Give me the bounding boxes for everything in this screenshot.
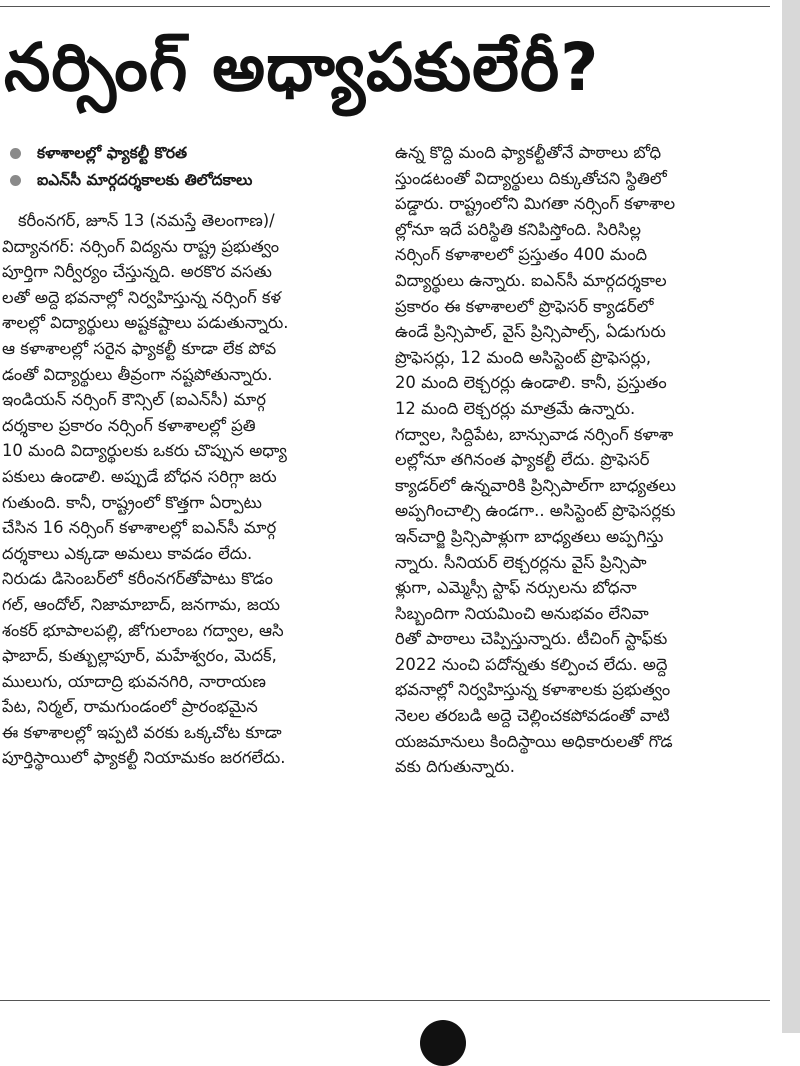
text-line: విద్యానగర్: నర్సింగ్ విద్యను రాష్ట్ర ప్రభుత్వం [2,236,280,256]
right-body-text [395,140,763,780]
headline: నర్సింగ్ అధ్యాపకులేరీ? [4,29,600,106]
text-line: 20 మంది లెక్చరర్లు ఉండాలి. కానీ, ప్రస్తుతం [395,373,667,393]
page-edge-strip [782,0,800,1033]
text-line: ఇండియన్ నర్సింగ్ కౌన్సిల్ (ఐఎన్‌సీ) మార్గ [2,390,266,410]
text-line: గుతుంది. కానీ, రాష్ట్రంలో కొత్తగా ఏర్పాటు [2,492,262,512]
text-line: రితో పాఠాలు చెప్పిస్తున్నారు. టీచింగ్ స్టాఫ్‌కు [395,629,668,649]
text-line: పూర్తిగా నిర్వీర్యం చేస్తున్నది. అరకొర వసతు [2,262,272,282]
text-line: గద్వాల, సిద్దిపేట, బాన్సువాడ నర్సింగ్ కళాశా [395,424,674,444]
text-line: పకులు ఉండాలి. అప్పుడే బోధన సరిగ్గా జరు [2,466,277,486]
text-line: 12 మంది లెక్చరర్లు మాత్రమే ఉన్నారు. [395,398,636,418]
bullet-dot-icon [10,175,21,186]
text-line: 10 మంది విద్యార్థులకు ఒకరు చొప్పున అధ్యా [2,441,287,461]
text-line: గల్, ఆందోల్, నిజామాబాద్, జనగామ, జయ [2,594,280,614]
text-line: ఈ కళాశాలల్లో ఇప్పటి వరకు ఒక్కచోట కూడా [2,722,282,742]
text-line: ళ్లుగా, ఎమ్మెస్సీ స్టాఫ్ నర్సులను బోధనా [395,578,637,598]
bottom-divider [0,1000,770,1001]
text-line: నెలల తరబడి అద్దె చెల్లించకపోవడంతో వాటి [395,706,670,726]
text-line: నర్సింగ్ కళాశాలలో ప్రస్తుతం 400 మంది [395,245,648,265]
text-line: అప్పగించాల్సి ఉండగా.. అసిస్టెంట్ ప్రొఫెసర్లకు [395,501,676,521]
text-line: ల్లోనూ ఇదే పరిస్థితి కనిపిస్తోంది. సిరిసిల్ల [395,219,641,239]
bullet-point [2,167,370,194]
text-line: శంకర్ భూపాలపల్లి, జోగులాంబ గద్వాల, ఆసి [2,620,284,640]
text-line: క్యాడర్‌లో ఉన్నవారికి ప్రిన్సిపాల్‌గా బాధ్యతలు [395,475,676,495]
right-column [395,140,763,780]
text-line: కరీంనగర్, జూన్ 13 (నమస్తే తెలంగాణ)/ [18,211,275,230]
text-line: లల్లోనూ తగినంత ఫ్యాకల్టీ లేదు. ప్రొఫెసర్ [395,450,650,470]
text-line: లతో అద్దె భవనాల్లో నిర్వహిస్తున్న నర్సింగ్ కళ [2,287,282,307]
text-line: ప్రకారం ఈ కళాశాలలో ప్రొఫెసర్ క్యాడర్‌లో [395,296,654,316]
text-line: ఇన్‌చార్జి ప్రిన్సిపాళ్లుగా బాధ్యతలు అప్పగిస్తు [395,526,664,546]
text-line: ఉన్న కొద్ది మంది ఫ్యాకల్టీతోనే పాఠాలు బోధి [395,143,662,162]
text-line: ప్రొఫెసర్లు, 12 మంది అసిస్టెంట్ ప్రొఫెసర్లు, [395,347,652,367]
bullet-point [2,140,370,167]
text-line: వకు దిగుతున్నారు. [395,757,515,777]
text-line: న్నారు. సీనియర్ లెక్చరర్లను వైస్ ప్రిన్సిపా [395,552,647,572]
left-column [2,140,370,771]
text-line: పడ్డారు. రాష్ట్రంలోని మిగతా నర్సింగ్ కళాశాల [395,194,676,214]
text-line: విద్యార్థులు ఉన్నారు. ఐఎన్‌సీ మార్గదర్శకాల [395,270,667,290]
text-line: పేట, నిర్మల్, రామగుండంలో ప్రారంభమైన [2,697,258,717]
text-line: దర్శకాలు ఎక్కడా అమలు కావడం లేదు. [2,543,253,563]
bullet-text: ఐఎన్‌సీ మార్గదర్శకాలకు తిలోదకాలు [37,170,253,189]
logo-icon [420,1020,466,1066]
text-line: ములుగు, యాదాద్రి భువనగిరి, నారాయణ [2,671,266,691]
bullet-text: కళాశాలల్లో ఫ్యాకల్టీ కొరత [37,143,188,162]
top-divider [0,6,770,7]
text-line: యజమానులు కిందిస్థాయి అధికారులతో గొడ [395,731,673,751]
text-line: డంతో విద్యార్థులు తీవ్రంగా నష్టపోతున్నారు. [2,364,273,384]
bullet-dot-icon [10,148,21,159]
text-line: సిబ్బందిగా నియమించి అనుభవం లేనివా [395,603,649,623]
text-line: భవనాల్లో నిర్వహిస్తున్న కళాశాలకు ప్రభుత్వం [395,680,671,700]
text-line: నిరుడు డిసెంబర్‌లో కరీంనగర్‌తోపాటు కొడం [2,569,273,589]
text-line: పూర్తిస్థాయిలో ఫ్యాకల్టీ నియామకం జరగలేదు. [2,748,286,768]
text-line: ఉండే ప్రిన్సిపాల్, వైస్ ప్రిన్సిపాల్స్, ఏడుగురు [395,322,666,342]
text-line: 2022 నుంచి పదోన్నతు కల్పించ లేదు. అద్దె [395,654,668,674]
text-line: శాలల్లో విద్యార్థులు అష్టకష్టాలు పడుతున్నారు. [2,313,289,333]
text-line: ఫాబాద్, కుత్బుల్లాపూర్, మహేశ్వరం, మెదక్, [2,646,277,666]
text-line: దర్శకాల ప్రకారం నర్సింగ్ కళాశాలల్లో ప్రతి [2,415,256,435]
left-body-text [2,208,370,771]
text-line: ఆ కళాశాలల్లో సరైన ఫ్యాకల్టీ కూడా లేక పోవ [2,338,277,358]
text-line: చేసిన 16 నర్సింగ్ కళాశాలల్లో ఐఎన్‌సీ మార్గ [2,518,277,538]
text-line: స్తుండటంతో విద్యార్థులు దిక్కుతోచని స్థితిలో [395,168,667,188]
